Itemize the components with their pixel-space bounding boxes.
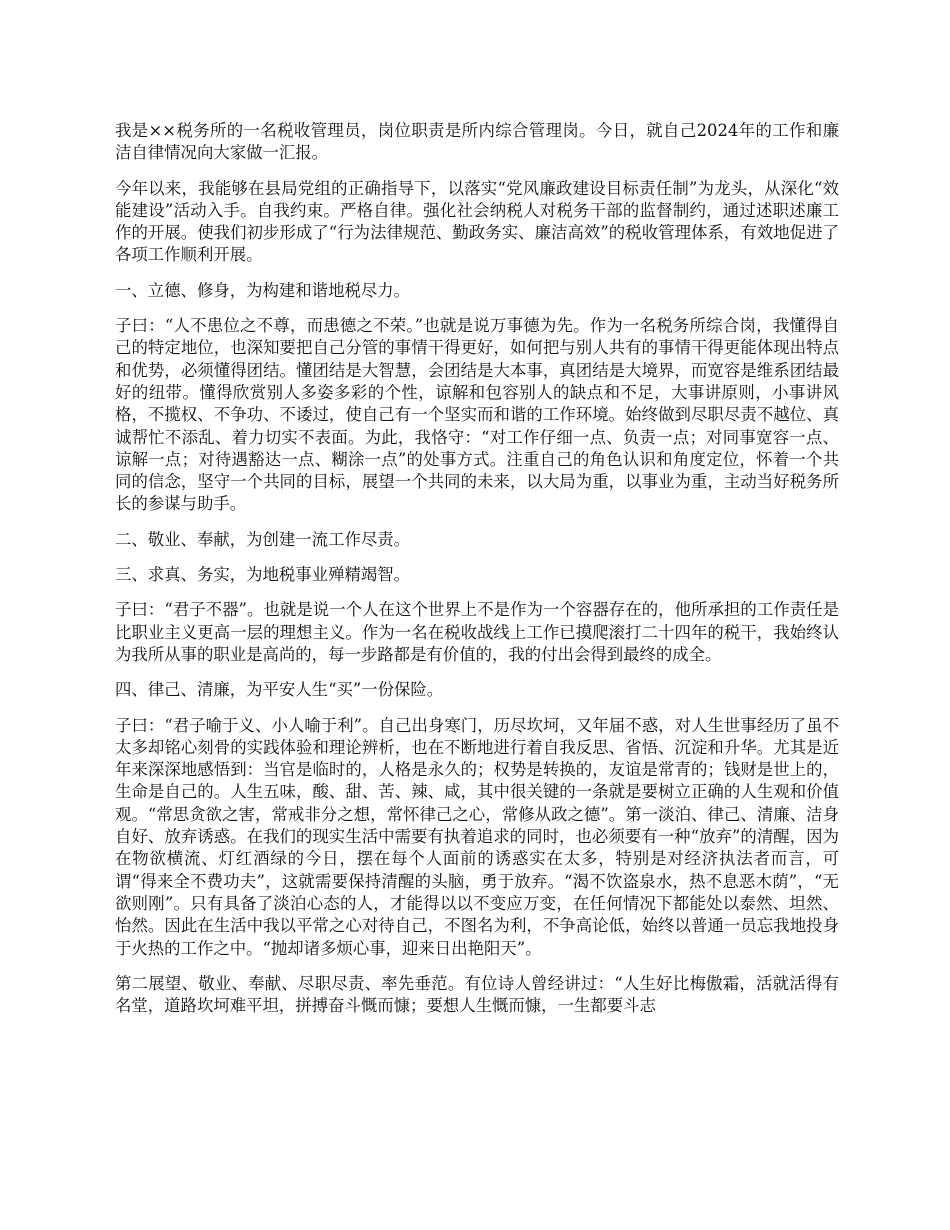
overview-paragraph: 今年以来，我能够在县局党组的正确指导下，以落实“党风廉政建设目标责任制”为龙头，从深化“效能建设”活动入手。自我约束。严格自律。强化社会纳税人对税务干部的监督制约，通过述职述廉工作的开展。使我们初步形成了“行为法律规范、勤政务实、廉洁高效”的税收管理体系，有效地促进了各项工作顺利开展。	[115, 178, 839, 265]
section-4-paragraph: 子曰：“君子喻于义、小人喻于利”。自己出身寒门，历尽坎坷，又年届不惑，对人生世事经历了虽不太多却铭心刻骨的实践体验和理论辨析，也在不断地进行着自我反思、省悟、沉淀和升华。尤其是近年来深深地感悟到：当官是临时的，人格是永久的；权势是转换的，友谊是常青的；钱财是世上的，生命是自己的。人生五味，酸、甜、苦、辣、咸，其中很关键的一条就是要树立正确的人生观和价值观。“常思贪欲之害，常戒非分之想，常怀律己之心，常修从政之德”。第一淡泊、律己、清廉、洁身自好、放弃诱惑。在我们的现实生活中需要有执着追求的同时，也必须要有一种“放弃”的清醒，因为在物欲横流、灯红酒绿的今日，摆在每个人面前的诱惑实在太多，特别是对经济执法者而言，可谓“得来全不费功夫”，这就需要保持清醒的头脑，勇于放弃。“渴不饮盗泉水，热不息恶木荫”，“无欲则刚”。只有具备了淡泊心态的人，才能得以以不变应万变，在任何情况下都能处以泰然、坦然、怡然。因此在生活中我以平常之心对待自己，不图名为利，不争高论低，始终以普通一员忘我地投身于火热的工作之中。“抛却诸多烦心事，迎来日出艳阳天”。	[115, 715, 839, 958]
section-3-paragraph: 子曰：“君子不器”。也就是说一个人在这个世界上不是作为一个容器存在的，他所承担的工作责任是比职业主义更高一层的理想主义。作为一名在税收战线上工作已摸爬滚打二十四年的税干，我始终认为我所从事的职业是高尚的，每一步路都是有价值的，我的付出会得到最终的成全。	[115, 600, 839, 664]
section-heading-2: 二、敬业、奉献，为创建一流工作尽责。	[115, 529, 411, 549]
document-body	[115, 120, 839, 1030]
closing-paragraph: 第二展望、敬业、奉献、尽职尽责、率先垂范。有位诗人曾经讲过：“人生好比梅傲霜，活就活得有名堂，道路坎坷难平坦，拼搏奋斗慨而慷；要想人生慨而慷，一生都要斗志	[115, 973, 839, 1016]
section-heading-3: 三、求真、务实，为地税事业殚精竭智。	[115, 565, 411, 585]
section-1-paragraph: 子曰：“人不患位之不尊，而患德之不荣。”也就是说万事德为先。作为一名税务所综合岗，我懂得自己的特定地位，也深知要把自己分管的事情干得更好，如何把与别人共有的事情干得更能体现出特点和优势，必须懂得团结。懂团结是大智慧，会团结是大本事，真团结是大境界，而宽容是维系团结最好的纽带。懂得欣赏别人多姿多彩的个性，谅解和包容别人的缺点和不足，大事讲原则，小事讲风格，不揽权、不争功、不诿过，使自己有一个坚实而和谐的工作环境。始终做到尽职尽责不越位、真诚帮忙不添乱、着力切实不表面。为此，我恪守：“对工作仔细一点、负责一点；对同事宽容一点、谅解一点；对待遇豁达一点、糊涂一点”的处事方式。注重自己的角色认识和角度定位，怀着一个共同的信念，坚守一个共同的目标，展望一个共同的未来，以大局为重，以事业为重，主动当好税务所长的参谋与助手。	[115, 316, 839, 514]
intro-paragraph: 我是××税务所的一名税收管理员，岗位职责是所内综合管理岗。今日，就自己2024年的工作和廉洁自律情况向大家做一汇报。	[115, 121, 839, 163]
section-heading-4: 四、律己、清廉，为平安人生“买”一份保险。	[115, 680, 444, 700]
section-heading-1: 一、立德、修身，为构建和谐地税尽力。	[115, 280, 411, 300]
